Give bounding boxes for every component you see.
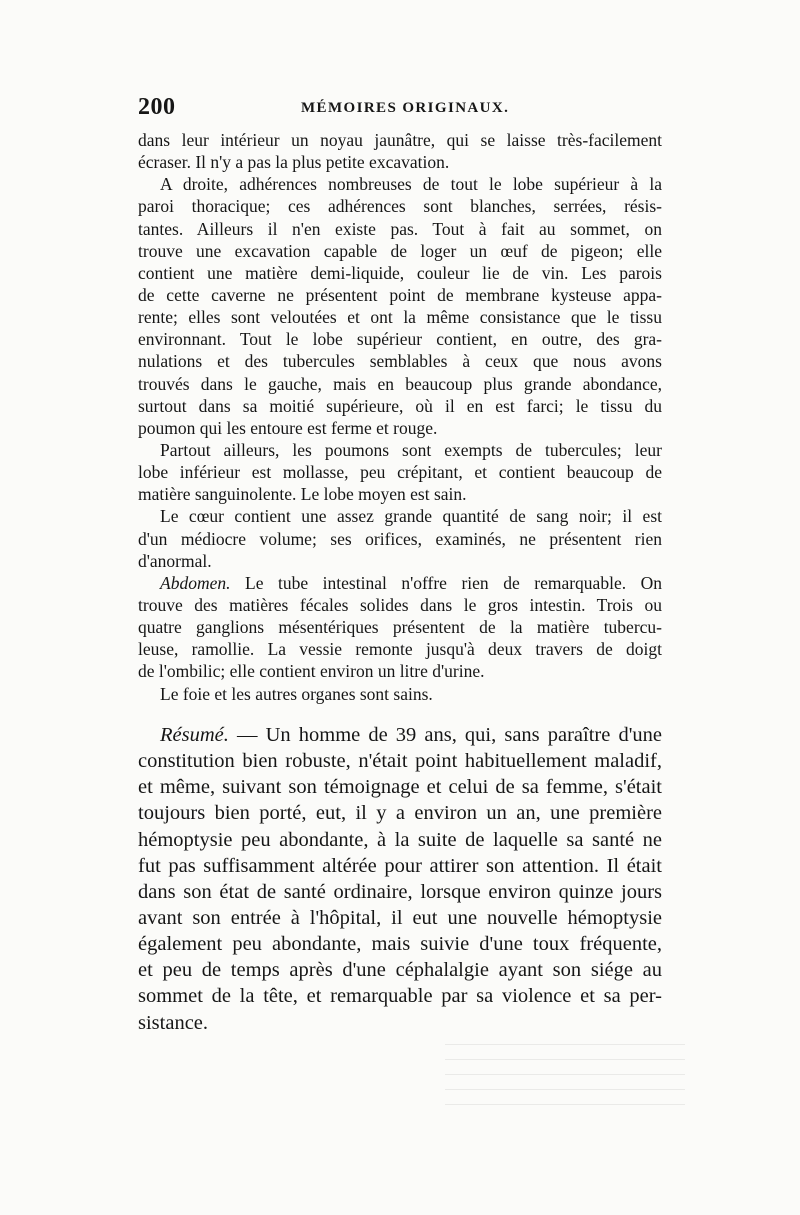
summary-line-text: — Un homme de 39 ans, qui, sans paraître d'une xyxy=(228,724,662,746)
bleed-through-shadow xyxy=(445,1044,685,1114)
summary-text-block xyxy=(138,722,662,1036)
abdomen-line-text: Le tube intestinal n'offre rien de remarquable. On xyxy=(230,572,662,593)
text-line: avant son entrée à l'hôpital, il eut une nouvelle hémoptysie xyxy=(138,906,662,929)
text-line: Le foie et les autres organes sont sains. xyxy=(160,683,433,704)
text-line: nulations et des tubercules semblables à ceux que nous avons xyxy=(138,351,662,372)
abdomen-paragraph-first-line xyxy=(138,572,662,594)
text-line: Le cœur contient une assez grande quantité de sang noir; il est xyxy=(160,506,662,527)
running-title: MÉMOIRES ORIGINAUX. xyxy=(301,100,510,116)
summary-first-line xyxy=(138,722,662,748)
text-line: paroi thoracique; ces adhérences sont blanches, serrées, résis- xyxy=(138,196,662,217)
text-line: matière sanguinolente. Le lobe moyen est sain. xyxy=(138,484,467,505)
text-line: Partout ailleurs, les poumons sont exempts de tubercules; leur xyxy=(160,439,662,460)
page-number: 200 xyxy=(138,94,176,120)
text-line: sommet de la tête, et remarquable par sa violence et sa per- xyxy=(138,985,662,1008)
text-line: leuse, ramollie. La vessie remonte jusqu'à deux travers de doigt xyxy=(138,639,662,660)
text-line: lobe inférieur est mollasse, peu crépitant, et contient beaucoup de xyxy=(138,462,662,483)
text-line: d'anormal. xyxy=(138,550,212,571)
text-line: également peu abondante, mais suivie d'une toux fréquente, xyxy=(138,933,662,956)
text-line: et même, suivant son témoignage et celui de sa femme, s'était xyxy=(138,776,662,799)
text-line: de l'ombilic; elle contient environ un litre d'urine. xyxy=(138,661,485,682)
text-line: dans leur intérieur un noyau jaunâtre, qui se laisse très-facilement xyxy=(138,130,662,150)
text-line: contient une matière demi-liquide, couleur lie de vin. Les parois xyxy=(138,262,662,283)
text-line: dans son état de santé ordinaire, lorsque environ quinze jours xyxy=(138,880,662,903)
resume-label: Résumé. xyxy=(160,724,229,746)
text-line: surtout dans sa moitié supérieure, où il en est farci; le tissu du xyxy=(138,395,662,416)
text-line: environnant. Tout le lobe supérieur contient, en outre, des gra- xyxy=(138,329,662,350)
text-line: fut pas suffisamment altérée pour attirer son attention. Il était xyxy=(138,854,662,877)
abdomen-label: Abdomen. xyxy=(160,572,231,593)
text-line: tantes. Ailleurs il n'en existe pas. Tout à fait au sommet, on xyxy=(138,218,662,239)
text-line: et peu de temps après d'une céphalalgie ayant son siége au xyxy=(138,959,662,982)
text-line: poumon qui les entoure est ferme et rouge. xyxy=(138,417,438,438)
text-line: trouvés dans le gauche, mais en beaucoup plus grande abondance, xyxy=(138,373,662,394)
text-line: rente; elles sont veloutées et ont la même consistance que le tissu xyxy=(138,307,662,328)
text-line: toujours bien porté, eut, il y a environ un an, une première xyxy=(138,802,662,825)
text-line: trouve des matières fécales solides dans le gros intestin. Trois ou xyxy=(138,594,662,615)
text-line: de cette caverne ne présentent point de membrane kysteuse appa- xyxy=(138,284,662,305)
autopsy-text-block xyxy=(138,129,662,705)
page-header xyxy=(138,94,662,124)
text-line: A droite, adhérences nombreuses de tout le lobe supérieur à la xyxy=(160,174,662,195)
text-line: hémoptysie peu abondante, à la suite de laquelle sa santé ne xyxy=(138,828,662,851)
text-line: constitution bien robuste, n'était point habituellement maladif, xyxy=(138,750,662,773)
text-line: d'un médiocre volume; ses orifices, examinés, ne présentent rien xyxy=(138,528,662,549)
text-line: quatre ganglions mésentériques présentent de la matière tubercu- xyxy=(138,617,662,638)
text-line: sistance. xyxy=(138,1011,209,1034)
text-line: trouve une excavation capable de loger un œuf de pigeon; elle xyxy=(138,240,662,261)
text-line: écraser. Il n'y a pas la plus petite excavation. xyxy=(138,152,450,173)
